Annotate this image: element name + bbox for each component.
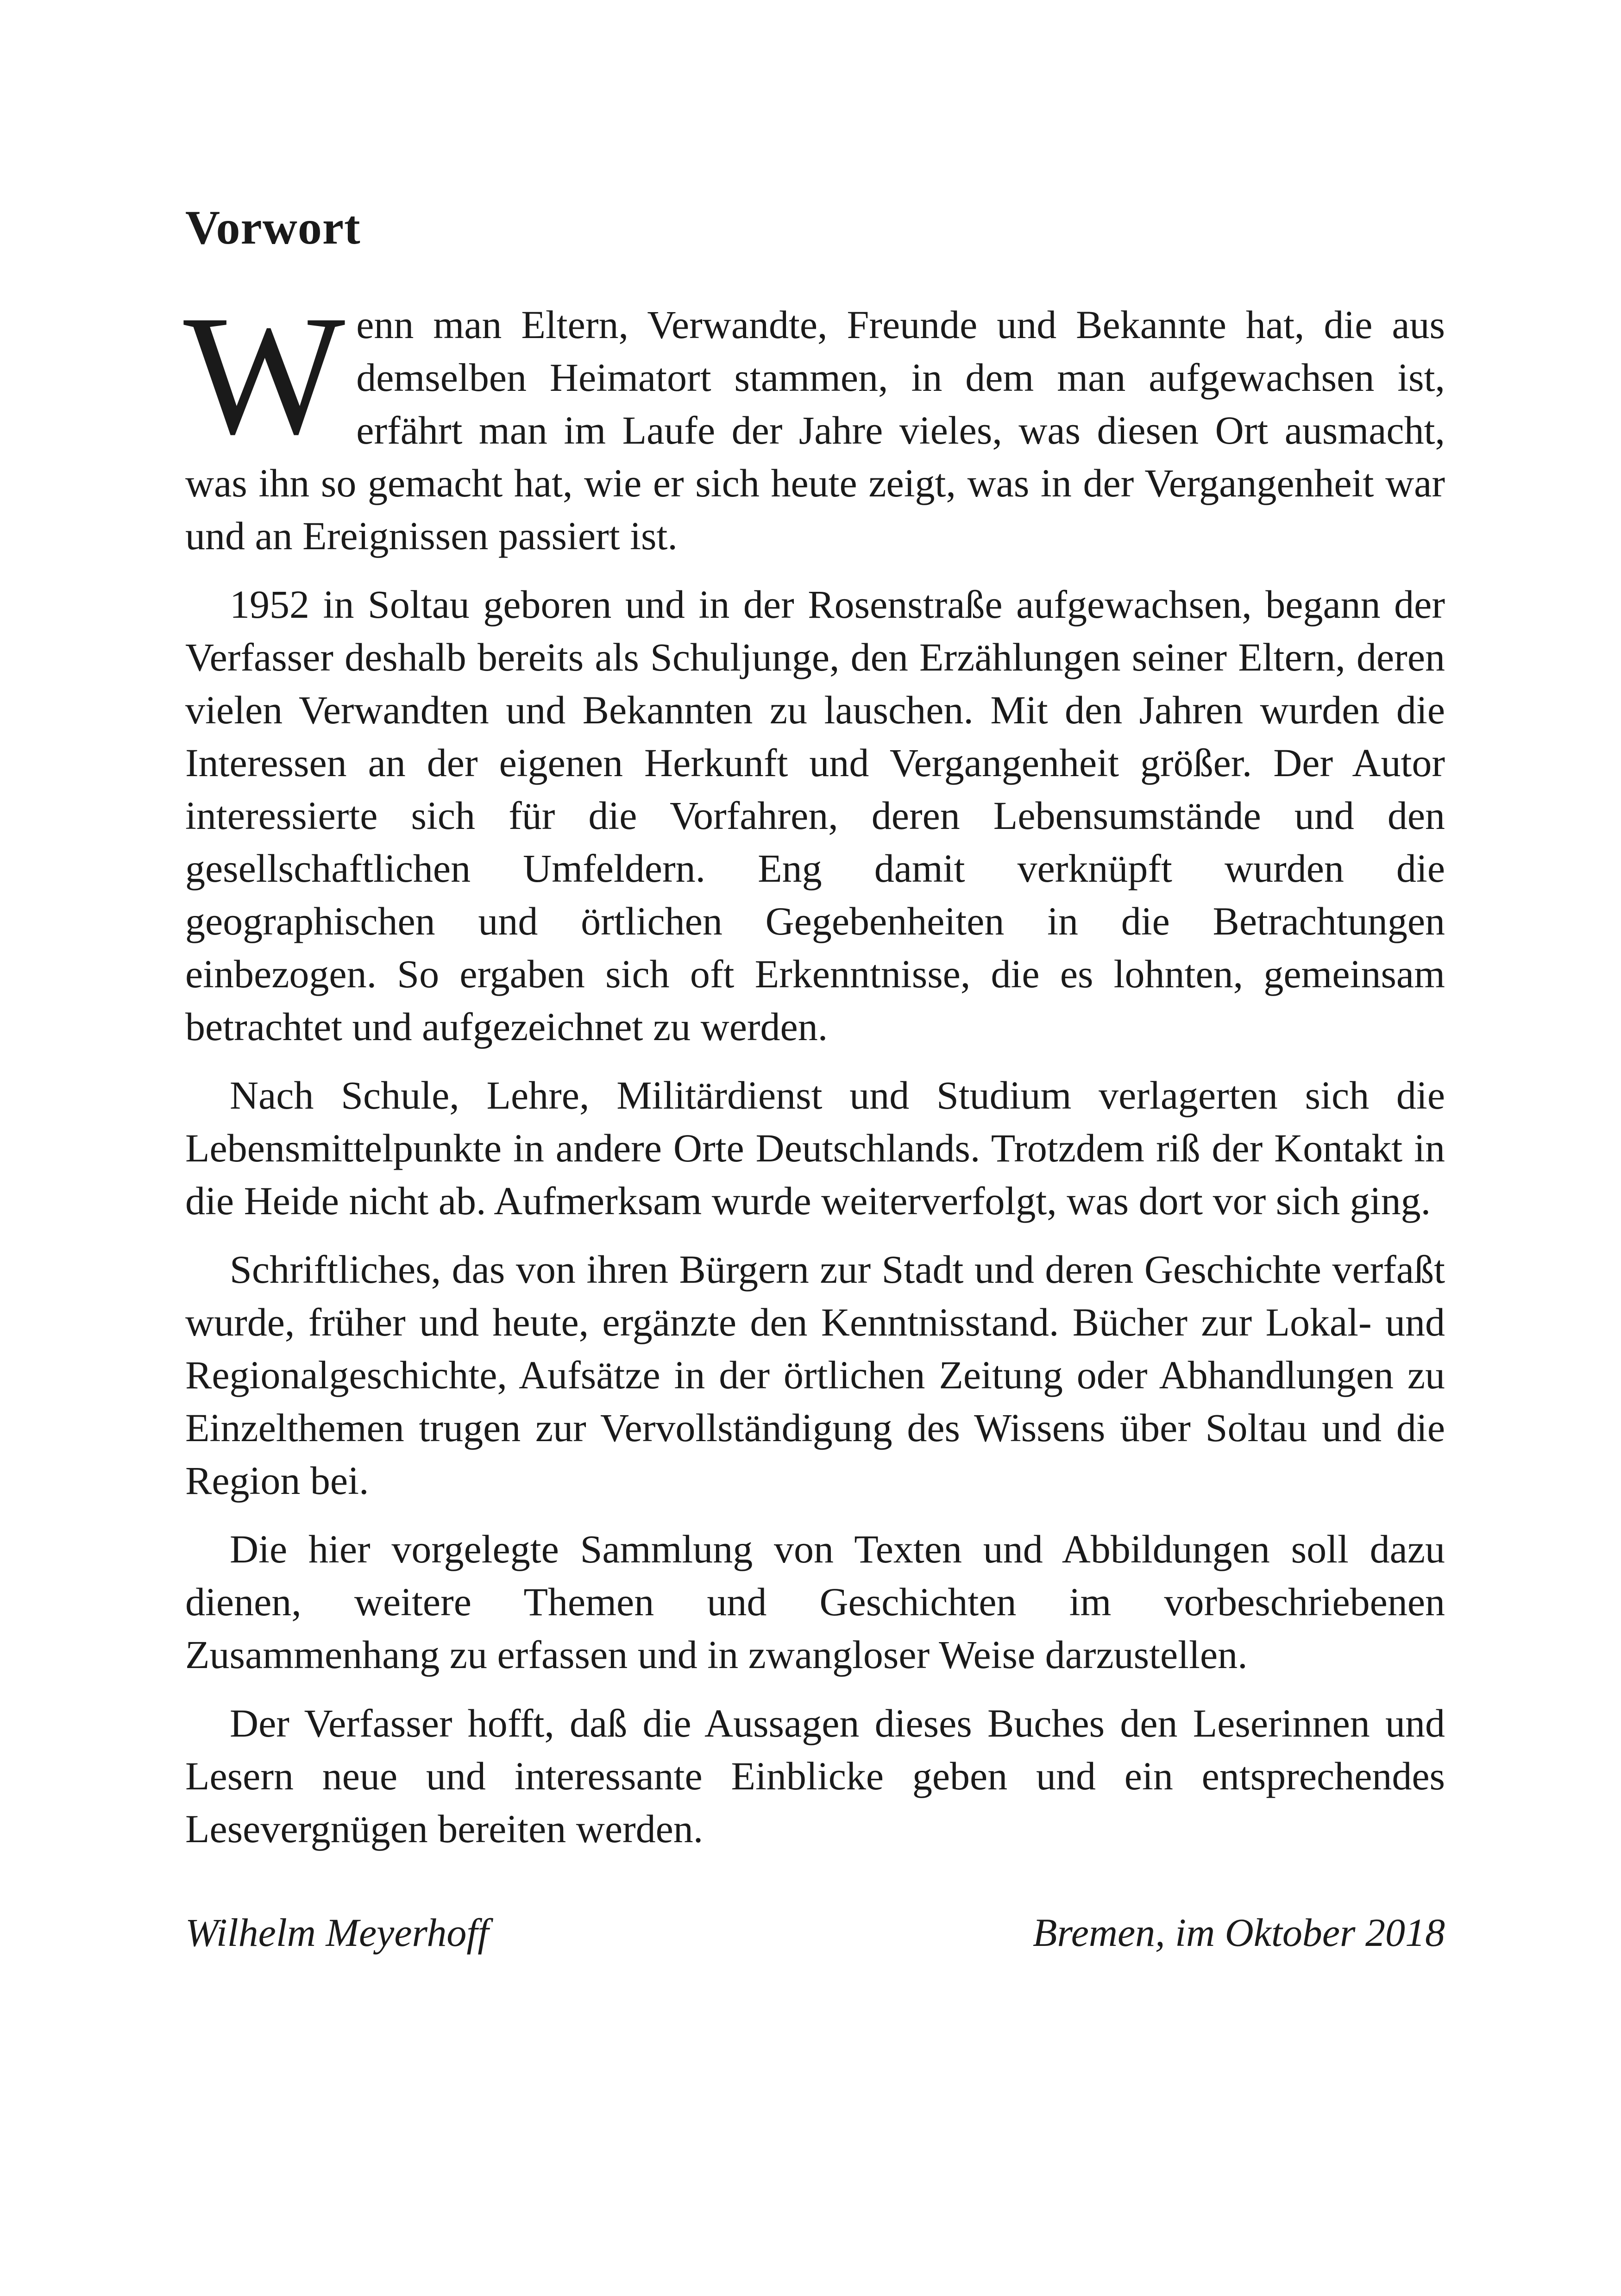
paragraph-3: Nach Schule, Lehre, Militärdienst und Studium verlagerten sich die Lebensmittelpunkte in andere Orte Deutschlands. Trotzdem riß der Kontakt in die Heide nicht ab. Aufmerksam wurde weiterverfolgt, was dort vor sich ging.	[185, 1073, 1445, 1223]
paragraph-6: Der Verfasser hofft, daß die Aussagen dieses Buches den Leserinnen und Lesern neue und interessante Einblicke geben und ein entsprechendes Lesevergnügen bereiten werden.	[185, 1701, 1445, 1851]
body-text	[183, 280, 1445, 1855]
signature-line	[185, 1906, 1445, 1959]
paragraph-1-text: enn man Eltern, Verwandte, Freunde und Bekannte hat, die aus demselben Heimatort stammen, in dem man aufgewachsen ist, erfährt man im Laufe der Jahre vieles, was diesen Ort ausmacht, was ihn so gemacht hat, wie er sich heute zeigt, was in der Vergangenheit war und an Ereignissen passiert ist.	[185, 302, 1445, 558]
drop-cap: W	[183, 280, 346, 470]
paragraph-4: Schriftliches, das von ihren Bürgern zur Stadt und deren Geschichte verfaßt wurde, früher und heute, ergänzte den Kenntnisstand. Bücher zur Lokal- und Regionalgeschichte, Aufsätze in der örtlichen Zeitung oder Abhandlungen zu Einzelthemen trugen zur Vervollständigung des Wissens über Soltau und die Region bei.	[185, 1247, 1445, 1503]
author-name: Wilhelm Meyerhoff	[185, 1910, 489, 1955]
paragraph-2: 1952 in Soltau geboren und in der Rosenstraße aufgewachsen, begann der Verfasser deshalb bereits als Schuljunge, den Erzählungen seiner Eltern, deren vielen Verwandten und Bekannten zu lauschen. Mit den Jahren wurden die Interessen an der eigenen Herkunft und Vergangenheit größer. Der Autor interessierte sich für die Vorfahren, deren Lebensumstände und den gesellschaftlichen Umfeldern. Eng damit verknüpft wurden die geographischen und örtlichen Gegebenheiten in die Betrachtungen einbezogen. So ergaben sich oft Erkenntnisse, die es lohnten, gemeinsam betrachtet und aufgezeichnet zu werden.	[185, 582, 1445, 1049]
page	[183, 201, 1445, 1959]
paragraph-1	[183, 280, 1445, 562]
place-date: Bremen, im Oktober 2018	[1032, 1910, 1445, 1955]
paragraph-5: Die hier vorgelegte Sammlung von Texten und Abbildungen soll dazu dienen, weitere Themen und Geschichten im vorbeschriebenen Zusammenhang zu erfassen und in zwangloser Weise darzustellen.	[185, 1527, 1445, 1677]
page-title: Vorwort	[185, 201, 361, 254]
